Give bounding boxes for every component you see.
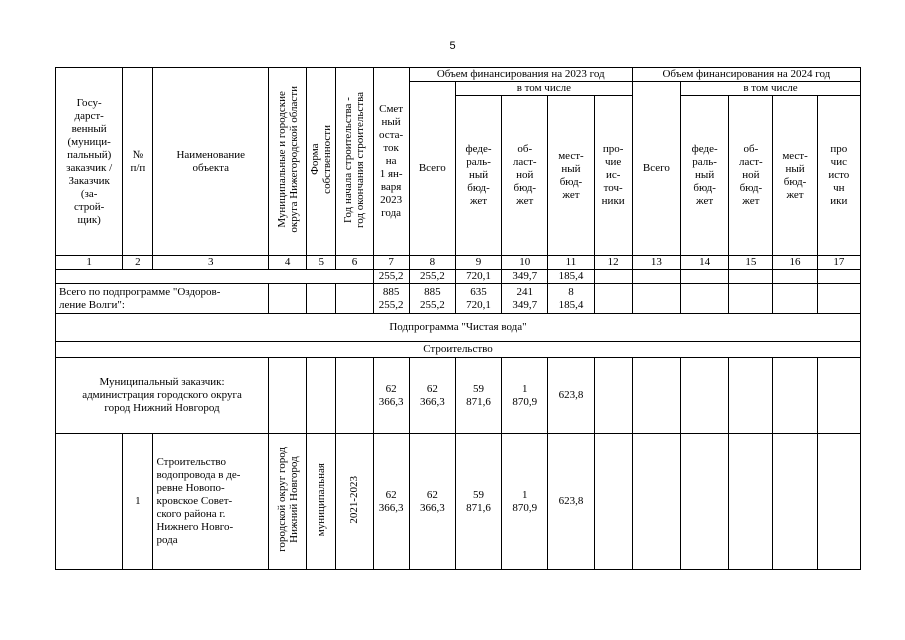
header-including-2024: в том числе	[681, 82, 861, 96]
subtotal-c9: 635 720,1	[455, 284, 501, 314]
section-title: Строительство	[56, 342, 861, 358]
subtotal-c8: 885 255,2	[409, 284, 455, 314]
header-federal-2023: феде- раль- ный бюд- жет	[455, 96, 501, 256]
header-years	[336, 68, 373, 256]
column-number: 12	[594, 256, 632, 270]
item-c7: 62 366,3	[373, 434, 409, 570]
item-c11: 623,8	[548, 434, 594, 570]
header-local-2023: мест- ный бюд- жет	[548, 96, 594, 256]
customer-c7: 62 366,3	[373, 358, 409, 434]
header-ownership	[307, 68, 336, 256]
column-number: 17	[817, 256, 860, 270]
section-row	[56, 342, 861, 358]
carry-c11: 185,4	[548, 270, 594, 284]
header-municipality-text: Муниципальные и городские округа Нижегородской области	[275, 86, 300, 233]
subtotal-c7: 885 255,2	[373, 284, 409, 314]
item-c8: 62 366,3	[409, 434, 455, 570]
header-fin-2023: Объем финансирования на 2023 год	[409, 68, 632, 82]
header-total-2024: Всего	[632, 82, 680, 256]
header-regional-2024: об- ласт- ной бюд- жет	[729, 96, 773, 256]
header-federal-2024: феде- раль- ный бюд- жет	[681, 96, 729, 256]
header-including-2023: в том числе	[455, 82, 632, 96]
page-number: 5	[449, 40, 456, 52]
header-fin-2024: Объем финансирования на 2024 год	[632, 68, 860, 82]
item-municipality	[269, 434, 307, 570]
item-c10: 1 870,9	[502, 434, 548, 570]
subtotal-row	[56, 284, 861, 314]
header-regional-2023: об- ласт- ной бюд- жет	[502, 96, 548, 256]
header-local-2024: мест- ный бюд- жет	[773, 96, 817, 256]
column-number: 2	[123, 256, 153, 270]
column-number: 15	[729, 256, 773, 270]
subtotal-label: Всего по подпрограмме "Оздоров- ление Волги":	[56, 284, 269, 314]
header-ownership-text: Форма собственности	[309, 125, 334, 194]
column-number: 4	[269, 256, 307, 270]
subtotal-c11: 8 185,4	[548, 284, 594, 314]
customer-c8: 62 366,3	[409, 358, 455, 434]
header-years-text: Год начала строительства - год окончания строительства	[342, 91, 367, 228]
column-number: 5	[307, 256, 336, 270]
column-number: 11	[548, 256, 594, 270]
column-number-row	[56, 256, 861, 270]
item-years-text: 2021-2023	[348, 475, 361, 524]
header-municipality	[269, 68, 307, 256]
column-number: 8	[409, 256, 455, 270]
column-number: 1	[56, 256, 123, 270]
table-row	[56, 434, 861, 570]
customer-c11: 623,8	[548, 358, 594, 434]
customer-row	[56, 358, 861, 434]
item-years	[336, 434, 373, 570]
customer-c10: 1 870,9	[502, 358, 548, 434]
column-number: 14	[681, 256, 729, 270]
header-balance: Смет ный оста- ток на 1 ян- варя 2023 года	[373, 68, 409, 256]
item-municipality-text: городской округ город Нижний Новгород	[275, 447, 300, 552]
column-number: 10	[502, 256, 548, 270]
item-ownership-text: муниципальная	[315, 462, 328, 537]
header-total-2023: Всего	[409, 82, 455, 256]
subprogram-row	[56, 314, 861, 342]
subprogram-title: Подпрограмма "Чистая вода"	[56, 314, 861, 342]
column-number: 6	[336, 256, 373, 270]
carry-c8: 255,2	[409, 270, 455, 284]
customer-c9: 59 871,6	[455, 358, 501, 434]
item-num: 1	[123, 434, 153, 570]
carry-c9: 720,1	[455, 270, 501, 284]
column-number: 9	[455, 256, 501, 270]
item-ownership	[307, 434, 336, 570]
header-customer: Госу- дарст- венный (муници- пальный) заказчик / Заказчик (за- строй- щик)	[56, 68, 123, 256]
customer-label: Муниципальный заказчик: администрация городского округа город Нижний Новгород	[56, 358, 269, 434]
column-number: 13	[632, 256, 680, 270]
subtotal-c10: 241 349,7	[502, 284, 548, 314]
header-other-2023: про- чие ис- точ- ники	[594, 96, 632, 256]
item-name: Строительство водопровода в де- ревне Новопо- кровское Совет- ского района г. Нижнего Новго- рода	[153, 434, 269, 570]
item-c9: 59 871,6	[455, 434, 501, 570]
financing-table	[55, 67, 861, 570]
header-other-2024: про чис исто чн ики	[817, 96, 860, 256]
header-num: № п/п	[123, 68, 153, 256]
column-number: 7	[373, 256, 409, 270]
header-name: Наименование объекта	[153, 68, 269, 256]
carry-c10: 349,7	[502, 270, 548, 284]
column-number: 16	[773, 256, 817, 270]
carry-c7: 255,2	[373, 270, 409, 284]
carry-row	[56, 270, 861, 284]
carry-label	[56, 270, 374, 284]
column-number: 3	[153, 256, 269, 270]
